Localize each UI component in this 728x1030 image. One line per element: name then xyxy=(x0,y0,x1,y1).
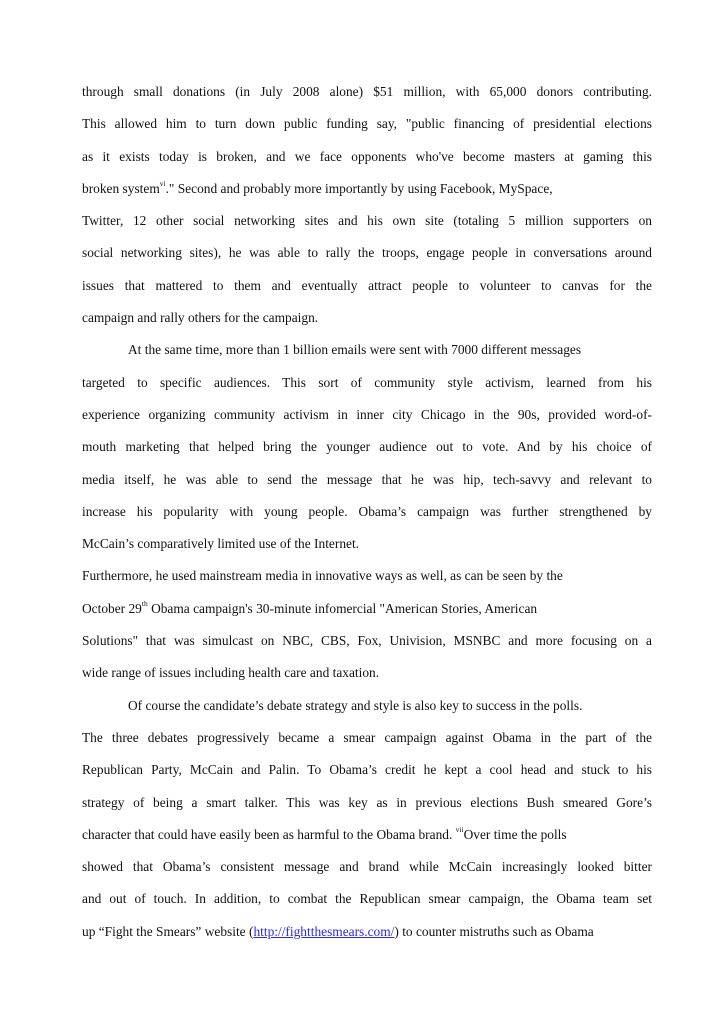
endnote-marker-vi[interactable]: vi xyxy=(159,179,166,189)
text-line: as it exists today is broken, and we face opponents who've become masters at gaming this xyxy=(82,148,652,164)
text-line: experience organizing community activism in inner city Chicago in the 90s, provided word-of- xyxy=(82,406,652,422)
text-line: increase his popularity with young people. Obama’s campaign was further strengthened by xyxy=(82,503,652,519)
text-line: through small donations (in July 2008 alone) $51 million, with 65,000 donors contributing. xyxy=(82,84,652,99)
text-line: broken system$^{vi}$." Second and probably more importantly by using Facebook, MySpace, xyxy=(82,179,553,196)
text-line: and out of touch. In addition, to combat the Republican smear campaign, the Obama team set xyxy=(82,891,652,907)
text-line: targeted to specific audiences. This sort of community style activism, learned from his xyxy=(82,374,652,390)
ordinal-suffix: th xyxy=(141,599,148,609)
endnote-marker-vii[interactable]: vii xyxy=(455,825,464,835)
text-line: Furthermore, he used mainstream media in innovative ways as well, as can be seen by the xyxy=(82,568,563,584)
text-line: wide range of issues including health care and taxation. xyxy=(82,665,380,681)
text-line: McCain’s comparatively limited use of the Internet. xyxy=(82,536,360,552)
text-line: Twitter, 12 other social networking sites and his own site (totaling 5 million supporters on xyxy=(82,213,652,229)
text-line: media itself, he was able to send the message that he was hip, tech-savvy and relevant to xyxy=(82,471,652,487)
text-line: mouth marketing that helped bring the younger audience out to vote. And by his choice of xyxy=(82,439,652,455)
text-line: strategy of being a smart talker. This was key as in previous elections Bush smeared Gore’s xyxy=(82,794,652,810)
text-line: character that could have easily been as harmful to the Obama brand. $^{vii}$Over time the polls xyxy=(82,825,567,842)
text-line: This allowed him to turn down public funding say, "public financing of presidential elections xyxy=(82,116,652,132)
text-line: October 29th Obama campaign's 30-minute infomercial "American Stories, American xyxy=(82,599,538,616)
text-line: issues that mattered to them and eventually attract people to volunteer to canvas for the xyxy=(82,277,652,293)
text-line: showed that Obama’s consistent message and brand while McCain increasingly looked bitter xyxy=(82,859,652,875)
text-line: Republican Party, McCain and Palin. To Obama’s credit he kept a cool head and stuck to his xyxy=(82,762,652,778)
text-line: campaign and rally others for the campaign. xyxy=(82,310,319,326)
text-line: social networking sites), he was able to rally the troops, engage people in conversations around xyxy=(82,245,652,261)
text-line: up “Fight the Smears” website (http://fightthesmears.com/) to counter mistruths such as Obama xyxy=(82,923,594,939)
body-text xyxy=(82,76,652,948)
text-line: The three debates progressively became a smear campaign against Obama in the part of the xyxy=(82,729,652,745)
fightthesmears-link[interactable]: http://fightthesmears.com/ xyxy=(253,923,395,939)
text-line: Solutions" that was simulcast on NBC, CBS, Fox, Univision, MSNBC and more focusing on a xyxy=(82,633,652,649)
paragraph-first-line: Of course the candidate’s debate strategy and style is also key to success in the polls. xyxy=(128,697,583,713)
paragraph-first-line: At the same time, more than 1 billion emails were sent with 7000 different messages xyxy=(128,342,582,358)
